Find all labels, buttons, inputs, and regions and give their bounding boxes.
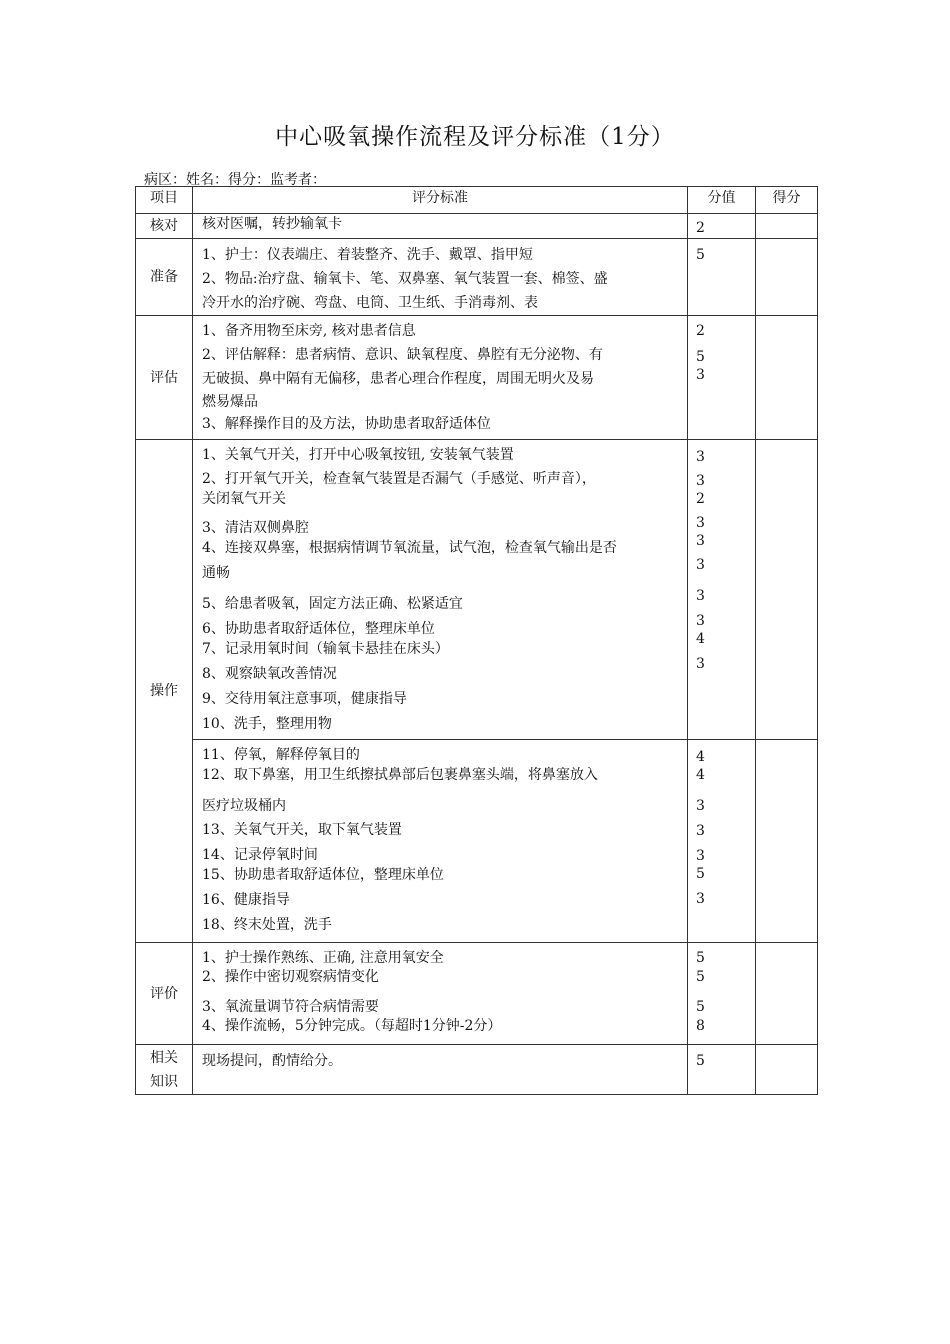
table-header-row bbox=[136, 187, 818, 214]
point-value: 3 bbox=[696, 557, 705, 573]
points-assess bbox=[688, 316, 756, 440]
criteria-line: 12、取下鼻塞，用卫生纸擦拭鼻部后包裹鼻塞头端，将鼻塞放入 bbox=[202, 767, 598, 783]
criteria-line: 3、清洁双侧鼻腔 bbox=[202, 520, 309, 536]
criteria-operate-a bbox=[193, 440, 688, 740]
criteria-knowledge bbox=[193, 1045, 688, 1095]
category-verify: 核对 bbox=[136, 214, 193, 239]
point-value: 4 bbox=[696, 631, 705, 647]
criteria-line: 冷开水的治疗碗、弯盘、电筒、卫生纸、手消毒剂、表 bbox=[202, 295, 538, 311]
point-value: 3 bbox=[696, 798, 705, 814]
criteria-line: 8、观察缺氧改善情况 bbox=[202, 666, 337, 682]
criteria-line: 2、物品:治疗盘、输氧卡、笔、双鼻塞、氧气装置一套、棉签、盛 bbox=[202, 271, 608, 287]
scoring-table bbox=[135, 186, 818, 1095]
score-cell bbox=[756, 214, 818, 239]
score-cell bbox=[756, 1045, 818, 1095]
criteria-line: 燃易爆品 bbox=[202, 394, 258, 410]
point-value: 3 bbox=[696, 588, 705, 604]
point-value: 3 bbox=[696, 367, 705, 383]
criteria-line: 14、记录停氧时间 bbox=[202, 847, 318, 863]
criteria-line: 6、协助患者取舒适体位，整理床单位 bbox=[202, 621, 435, 637]
criteria-line: 9、交待用氧注意事项，健康指导 bbox=[202, 691, 407, 707]
point-value: 3 bbox=[696, 449, 705, 465]
point-value: 5 bbox=[696, 969, 705, 985]
criteria-line: 核对医嘱，转抄输氧卡 bbox=[202, 216, 342, 232]
criteria-line: 18、终末处置，洗手 bbox=[202, 917, 332, 933]
criteria-line: 7、记录用氧时间（输氧卡悬挂在床头） bbox=[202, 641, 449, 657]
category-operate: 操作 bbox=[136, 440, 193, 943]
document-title: 中心吸氧操作流程及评分标准（1分） bbox=[275, 124, 675, 150]
criteria-operate-b bbox=[193, 740, 688, 943]
point-value: 2 bbox=[696, 323, 705, 339]
point-value: 5 bbox=[696, 1053, 705, 1069]
criteria-line: 2、打开氧气开关，检查氧气装置是否漏气（手感觉、听声音）， bbox=[202, 471, 596, 487]
point-value: 3 bbox=[696, 515, 705, 531]
category-line: 相关 bbox=[150, 1049, 178, 1066]
criteria-line: 医疗垃圾桶内 bbox=[202, 798, 286, 814]
criteria-line: 5、给患者吸氧，固定方法正确、松紧适宜 bbox=[202, 596, 463, 612]
criteria-line: 10、洗手，整理用物 bbox=[202, 716, 332, 732]
criteria-line: 13、关氧气开关，取下氧气装置 bbox=[202, 822, 402, 838]
header-score: 得分 bbox=[756, 187, 818, 214]
points-evaluate bbox=[688, 943, 756, 1045]
point-value: 2 bbox=[696, 491, 705, 507]
criteria-line: 3、解释操作目的及方法，协助患者取舒适体位 bbox=[202, 416, 491, 432]
criteria-verify bbox=[193, 214, 688, 239]
points-operate-b bbox=[688, 740, 756, 943]
criteria-line: 关闭氧气开关 bbox=[202, 491, 286, 507]
criteria-line: 1、关氧气开关，打开中心吸氧按钮, 安装氧气装置 bbox=[202, 447, 514, 463]
point-value: 4 bbox=[696, 767, 705, 783]
criteria-assess bbox=[193, 316, 688, 440]
score-cell bbox=[756, 440, 818, 740]
criteria-line: 无破损、鼻中隔有无偏移，患者心理合作程度，周围无明火及易 bbox=[202, 371, 594, 387]
point-value: 3 bbox=[696, 848, 705, 864]
point-value: 3 bbox=[696, 656, 705, 672]
criteria-line: 2、评估解释：患者病情、意识、缺氧程度、鼻腔有无分泌物、有 bbox=[202, 347, 603, 363]
exam-info-line: 病区：姓名：得分：监考者： bbox=[144, 172, 326, 188]
category-evaluate: 评价 bbox=[136, 943, 193, 1045]
point-value: 3 bbox=[696, 473, 705, 489]
criteria-line: 4、操作流畅，5分钟完成。（每超时1分钟-2分） bbox=[202, 1018, 502, 1034]
point-value: 5 bbox=[696, 950, 705, 966]
row-assess bbox=[136, 316, 818, 440]
header-points: 分值 bbox=[688, 187, 756, 214]
point-value: 3 bbox=[696, 891, 705, 907]
point-value: 4 bbox=[696, 749, 705, 765]
header-item: 项目 bbox=[136, 187, 193, 214]
score-cell bbox=[756, 316, 818, 440]
row-knowledge bbox=[136, 1045, 818, 1095]
score-cell bbox=[756, 239, 818, 316]
criteria-evaluate bbox=[193, 943, 688, 1045]
category-line: 知识 bbox=[150, 1073, 178, 1090]
category-assess: 评估 bbox=[136, 316, 193, 440]
criteria-prepare bbox=[193, 239, 688, 316]
point-value: 3 bbox=[696, 533, 705, 549]
point-value: 5 bbox=[696, 866, 705, 882]
row-verify bbox=[136, 214, 818, 239]
score-cell bbox=[756, 740, 818, 943]
row-prepare bbox=[136, 239, 818, 316]
point-value: 3 bbox=[696, 823, 705, 839]
score-cell bbox=[756, 943, 818, 1045]
point-value: 3 bbox=[696, 613, 705, 629]
criteria-line: 现场提问，酌情给分。 bbox=[202, 1053, 342, 1069]
point-value: 8 bbox=[696, 1018, 705, 1034]
criteria-line: 1、备齐用物至床旁, 核对患者信息 bbox=[202, 323, 416, 339]
criteria-line: 1、护士：仪表端庄、着装整齐、洗手、戴罩、指甲短 bbox=[202, 247, 533, 263]
row-evaluate bbox=[136, 943, 818, 1045]
criteria-line: 4、连接双鼻塞，根据病情调节氧流量，试气泡，检查氧气输出是否 bbox=[202, 540, 617, 556]
row-operate-a bbox=[136, 440, 818, 740]
criteria-line: 11、停氧，解释停氧目的 bbox=[202, 747, 360, 763]
point-value: 5 bbox=[696, 999, 705, 1015]
criteria-line: 15、协助患者取舒适体位，整理床单位 bbox=[202, 867, 444, 883]
row-operate-b bbox=[136, 740, 818, 943]
criteria-line: 3、氧流量调节符合病情需要 bbox=[202, 999, 379, 1015]
points-operate-a bbox=[688, 440, 756, 740]
points-verify bbox=[688, 214, 756, 239]
point-value: 5 bbox=[696, 349, 705, 365]
point-value: 2 bbox=[696, 220, 705, 236]
criteria-line: 通畅 bbox=[202, 565, 230, 581]
criteria-line: 2、操作中密切观察病情变化 bbox=[202, 969, 379, 985]
criteria-line: 16、健康指导 bbox=[202, 892, 290, 908]
category-knowledge bbox=[136, 1045, 193, 1095]
point-value: 5 bbox=[696, 247, 705, 263]
points-prepare bbox=[688, 239, 756, 316]
criteria-line: 1、护士操作熟练、正确, 注意用氧安全 bbox=[202, 950, 444, 966]
header-criteria: 评分标准 bbox=[193, 187, 688, 214]
points-knowledge bbox=[688, 1045, 756, 1095]
category-prepare: 准备 bbox=[136, 239, 193, 316]
